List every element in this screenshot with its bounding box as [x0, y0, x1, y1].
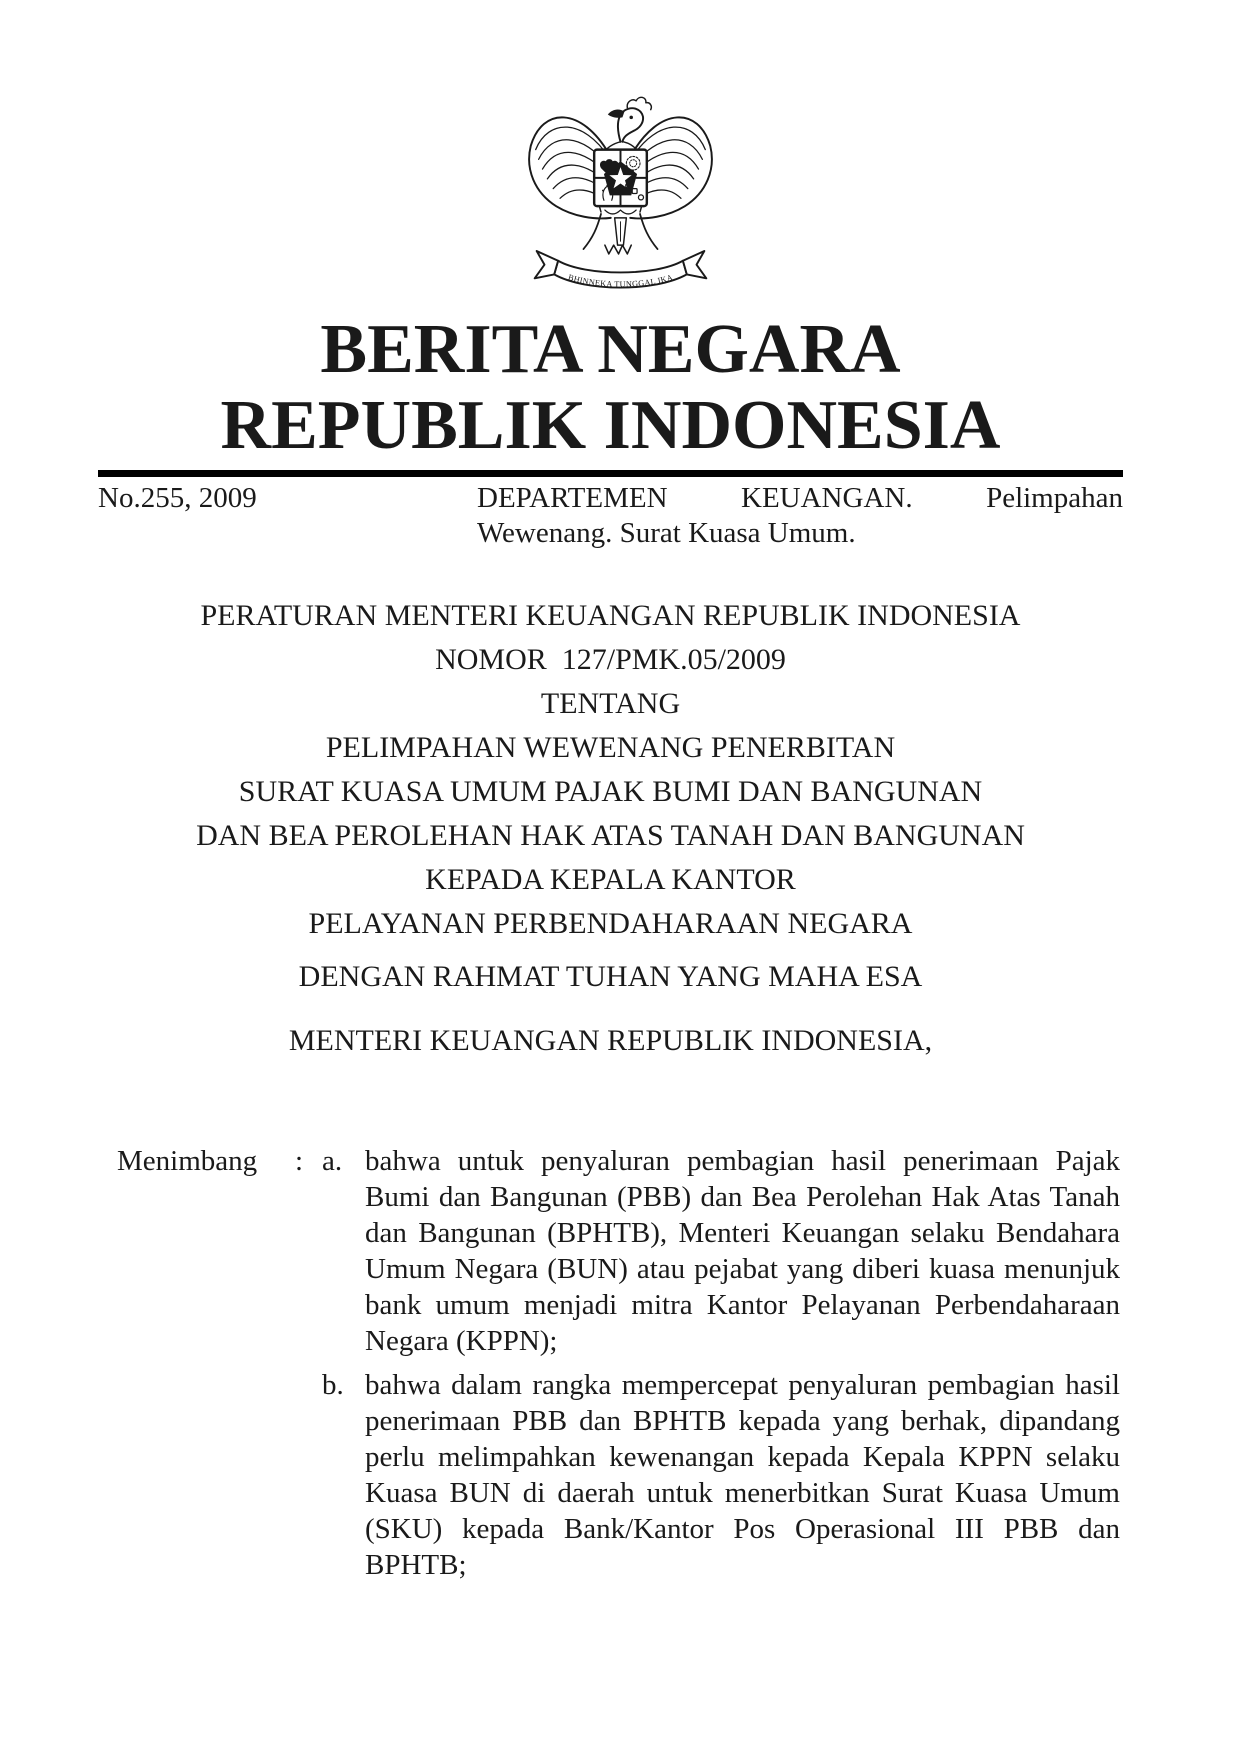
motto-text: BHINNEKA TUNGGAL IKA — [566, 272, 674, 289]
invocation-line: DENGAN RAHMAT TUHAN YANG MAHA ESA — [298, 960, 923, 993]
subject-word: Pelimpahan — [986, 482, 1123, 514]
tail-feathers — [604, 210, 635, 254]
menimbang-colon: : — [295, 1145, 304, 1177]
menimbang-section — [117, 1143, 1240, 1583]
heading-line-subject1: PELIMPAHAN WEWENANG PENERBITAN — [325, 731, 896, 764]
heading-line-peraturan: PERATURAN MENTERI KEUANGAN REPUBLIK INDONESIA — [200, 599, 1021, 632]
pancasila-shield — [594, 150, 647, 207]
regulation-heading — [98, 594, 1123, 946]
masthead-note-row — [98, 481, 1123, 551]
masthead-title — [98, 312, 1123, 464]
list-item — [322, 1367, 1120, 1583]
gazette-subject — [477, 481, 1123, 551]
menimbang-items — [322, 1143, 1120, 1583]
masthead-rule — [98, 470, 1123, 477]
subject-word: DEPARTEMEN — [477, 482, 668, 514]
subject-word: KEUANGAN. — [741, 482, 913, 514]
garuda-head — [602, 97, 650, 153]
gazette-subject-line2: Wewenang. Surat Kuasa Umum. — [477, 517, 856, 549]
item-marker-b: b. — [322, 1369, 344, 1401]
list-item — [322, 1143, 1120, 1359]
heading-line-subject2: SURAT KUASA UMUM PAJAK BUMI DAN BANGUNAN — [238, 775, 983, 808]
gazette-number: No.255, 2009 — [98, 482, 257, 514]
heading-line-nomor: NOMOR 127/PMK.05/2009 — [435, 643, 786, 676]
item-marker-a: a. — [322, 1145, 343, 1177]
authority-line: MENTERI KEUANGAN REPUBLIK INDONESIA, — [288, 1024, 933, 1057]
menimbang-label: Menimbang — [117, 1145, 258, 1177]
garuda-pancasila-emblem — [523, 85, 718, 300]
gazette-subject-line1 — [477, 481, 1123, 516]
heading-line-tentang: TENTANG — [540, 687, 681, 720]
item-text-b: bahwa dalam rangka mempercepat penyaluran pembagian hasil penerimaan PBB dan BPHTB kepada yang berhak, dipandang perlu melimpahkan kewenangan kepada Kepala KPPN selaku Kuasa BUN di daerah untuk menerbitkan Surat Kuasa Umum (SKU) kepada Bank/Kantor Pos Operasional III PBB dan BPHTB; — [365, 1369, 1120, 1581]
item-text-a: bahwa untuk penyaluran pembagian hasil penerimaan Pajak Bumi dan Bangunan (PBB) dan Bea Perolehan Hak Atas Tanah dan Bangunan (BPHTB), Menteri Keuangan selaku Bendahara Umum Negara (BUN) atau pejabat yang diberi kuasa menunjuk bank umum menjadi mitra Kantor Pelayanan Perbendaharaan Negara (KPPN); — [365, 1145, 1120, 1357]
masthead-title-line1: BERITA NEGARA — [320, 311, 901, 388]
heading-line-subject3: DAN BEA PEROLEHAN HAK ATAS TANAH DAN BANGUNAN — [196, 819, 1025, 852]
masthead-title-line2: REPUBLIK INDONESIA — [220, 387, 1001, 464]
heading-line-subject4: KEPADA KEPALA KANTOR — [425, 863, 796, 896]
heading-line-subject5: PELAYANAN PERBENDAHARAAN NEGARA — [308, 907, 913, 940]
